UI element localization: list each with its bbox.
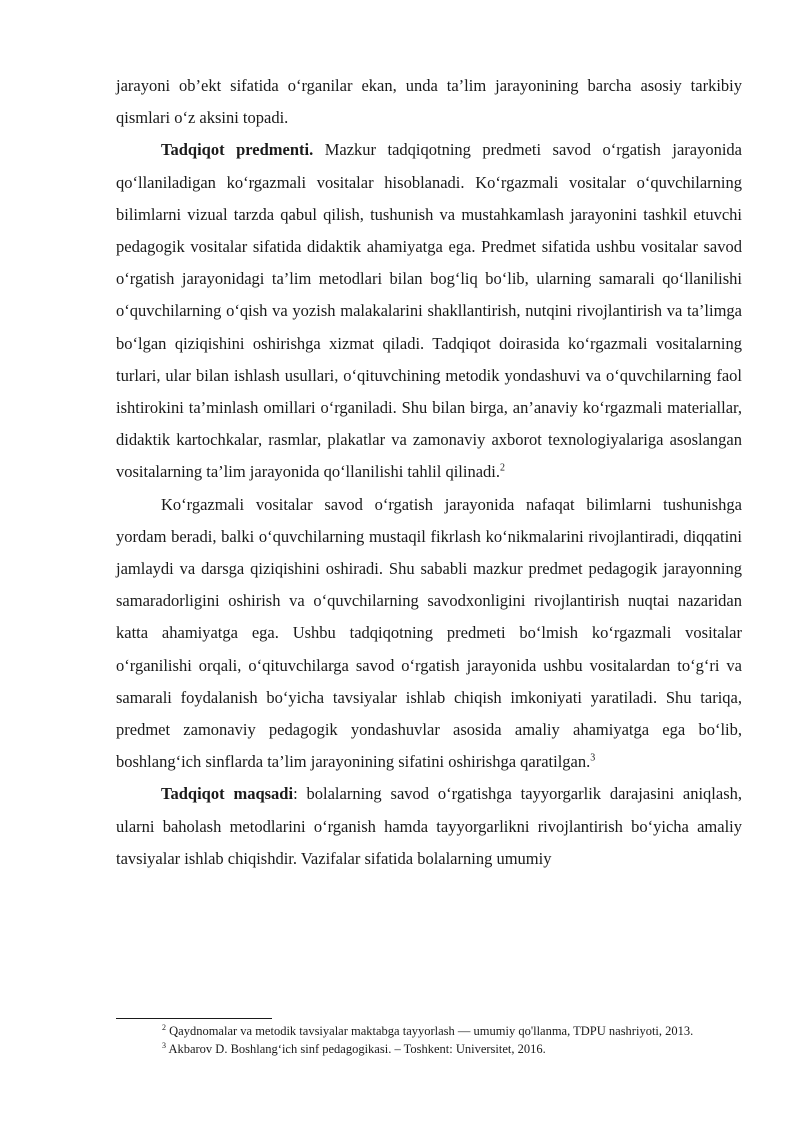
footnote-ref-3: 3 <box>590 752 596 764</box>
footnote-3 <box>162 1040 752 1058</box>
research-subject-text: Mazkur tadqiqotning predmeti savod o‘rgatish jarayonida qo‘llaniladigan ko‘rgazmali vositalar hisoblanadi. Ko‘rgazmali vositalar o‘quvchilarning bilimlarni vizual tarzda qabul qilish, tushunish va mustahkamlash jarayonini tashkil etuvchi pedagogik vositalar sifatida didaktik ahamiyatga ega. Predmet sifatida ushbu vositalar savod o‘rgatish jarayonidagi ta’lim metodlari bilan bog‘liq bo‘lib, ularning samarali qo‘llanilishi o‘quvchilarning o‘qish va yozish malakalarini shakllantirish, nutqini rivojlantirish va ta’limga bo‘lgan qiziqishini oshirishga xizmat qiladi. Tadqiqot doirasida ko‘rgazmali vositalarning turlari, ular bilan ishlash usullari, o‘qituvchining metodik yondashuvi va o‘quvchilarning faol ishtirokini ta’minlash omillari o‘rganiladi. Shu bilan birga, an’anaviy ko‘rgazmali materiallar, didaktik kartochkalar, rasmlar, plakatlar va zamonaviy axborot texnologiyalariga asoslangan vositalarning ta’lim jarayonida qo‘llanilishi tahlil qilinadi. <box>116 140 742 482</box>
footnote-number: 2 <box>162 1022 166 1032</box>
footnote-separator <box>116 1018 272 1019</box>
footnote-number: 3 <box>162 1040 166 1050</box>
footnote-2 <box>162 1022 752 1040</box>
research-subject-heading: Tadqiqot predmenti. <box>161 140 314 160</box>
paragraph-visual-aids <box>116 489 742 779</box>
paragraph-research-subject <box>116 134 742 488</box>
document-body <box>116 70 742 875</box>
footnote-text: Akbarov D. Boshlang‘ich sinf pedagogikasi. – Toshkent: Universitet, 2016. <box>168 1042 546 1056</box>
visual-aids-text: Ko‘rgazmali vositalar savod o‘rgatish jarayonida nafaqat bilimlarni tushunishga yordam beradi, balki o‘quvchilarning mustaqil fikrlash ko‘nikmalarini rivojlantiradi, diqqatini jamlaydi va darsga qiziqishini oshiradi. Shu sababli mazkur predmet pedagogik jarayonning samaradorligini oshirish va o‘quvchilarning savodxonligini rivojlantirish nuqtai nazaridan katta ahamiyatga ega. Ushbu tadqiqotning predmeti bo‘lmish ko‘rgazmali vositalar o‘rganilishi orqali, o‘qituvchilarga savod o‘rgatish jarayonida ushbu vositalardan to‘g‘ri va samarali foydalanish bo‘yicha tavsiyalar ishlab chiqish imkoniyati yaratiladi. Shu tariqa, predmet zamonaviy pedagogik yondashuvlar asosida amaliy ahamiyatga ega bo‘lib, boshlang‘ich sinflarda ta’lim jarayonining sifatini oshirishga qaratilgan. <box>116 494 742 772</box>
footnotes <box>162 1022 752 1058</box>
research-goal-text: : bolalarning savod o‘rgatishga tayyorgarlik darajasini aniqlash, ularni baholash metodlarini o‘rganish hamda tayyorgarlikni rivojlantirish bo‘yicha amaliy tavsiyalar ishlab chiqishdir. Vazifalar sifatida bolalarning umumiy <box>116 784 743 868</box>
paragraph-research-goal <box>116 778 742 875</box>
paragraph-continuation: jarayoni ob’ekt sifatida o‘rganilar ekan, unda ta’lim jarayonining barcha asosiy tarkibiy qismlari o‘z aksini topadi. <box>116 76 742 128</box>
research-goal-heading: Tadqiqot maqsadi <box>161 784 294 804</box>
footnote-text: Qaydnomalar va metodik tavsiyalar maktabga tayyorlash — umumiy qo'llanma, TDPU nashriyoti, 2013. <box>169 1024 694 1038</box>
footnote-ref-2: 2 <box>500 462 506 474</box>
